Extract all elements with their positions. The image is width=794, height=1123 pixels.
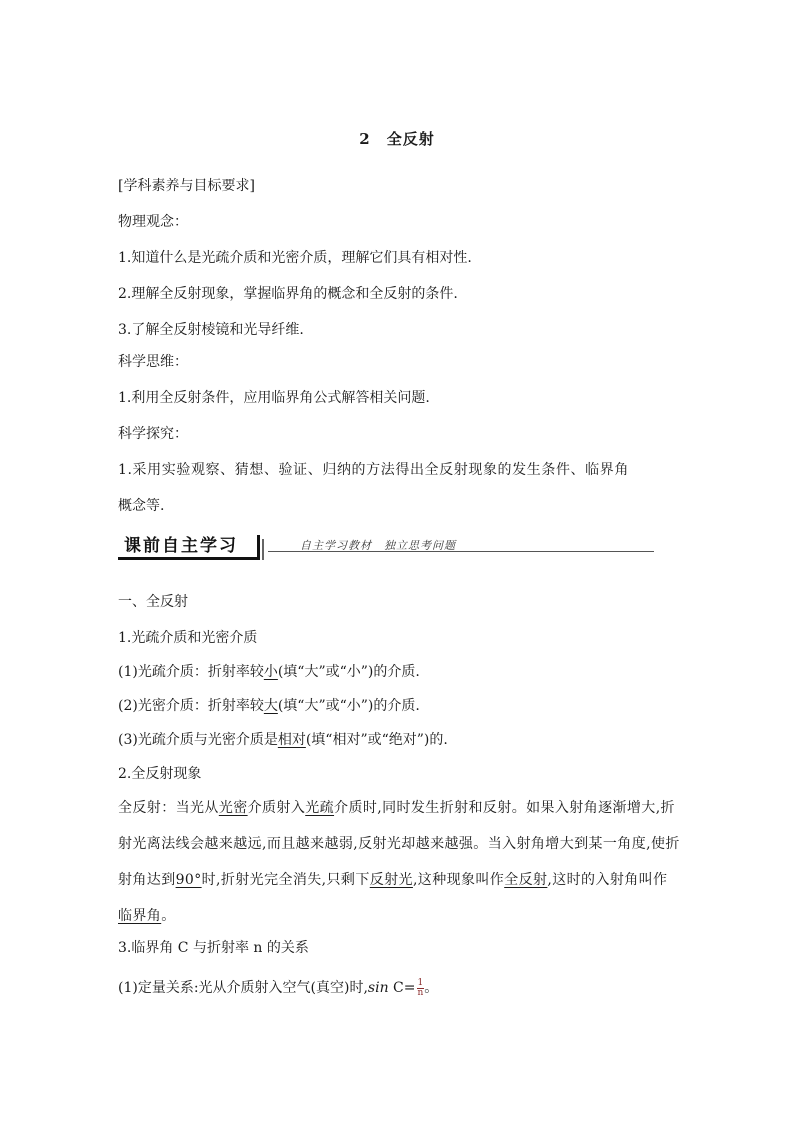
answer-blank: 光密 xyxy=(218,800,248,816)
answer-blank: 大 xyxy=(263,698,278,714)
formula-text: (1)定量关系:光从介质射入空气(真空)时, xyxy=(118,980,368,996)
answer-blank: 临界角 xyxy=(118,908,162,924)
inquiry-item-line-2: 概念等. xyxy=(118,498,165,514)
formula-end: 。 xyxy=(424,980,439,996)
para-text: 介质射入 xyxy=(247,800,306,816)
banner-subtitle: 自主学习教材 独立思考问题 xyxy=(300,539,456,552)
fraction-numerator: 1 xyxy=(417,977,424,988)
answer-blank: 90° xyxy=(175,872,202,888)
para-text: 时,折射光完全消失,只剩下 xyxy=(201,872,370,888)
subheading-critical-angle: 3.临界角 C 与折射率 n 的关系 xyxy=(118,940,309,956)
subheading-phenomenon: 2.全反射现象 xyxy=(118,766,202,782)
answer-blank: 反射光 xyxy=(369,872,413,888)
total-reflection-paragraph xyxy=(118,790,680,934)
answer-blank: 全反射 xyxy=(504,872,548,888)
item-text: (2)光密介质：折射率较 xyxy=(118,698,264,714)
para-text: 。 xyxy=(161,908,176,924)
para-text: ,这时的入射角叫作 xyxy=(547,872,668,888)
para-text: 介质时,同时发生折射和反射。如果入射角逐渐增大,折射光离法线会越来越远,而且越来越弱,反射光却越来越强。当入射角增大到某一角度,使折射角达到 xyxy=(118,800,680,888)
item-text: (3)光疏介质与光密介质是 xyxy=(118,732,278,748)
item-text: (填“大”或“小”)的介质. xyxy=(277,698,420,714)
item-relative xyxy=(118,730,448,750)
banner-divider-thin xyxy=(262,539,264,560)
answer-blank: 小 xyxy=(263,664,278,680)
science-inquiry-label: 科学探究： xyxy=(118,426,188,442)
physics-item-2: 2.理解全反射现象，掌握临界角的概念和全反射的条件. xyxy=(118,286,458,302)
subheading-media: 1.光疏介质和光密介质 xyxy=(118,630,258,646)
formula-line xyxy=(118,978,438,998)
section-banner xyxy=(118,535,654,557)
item-optically-denser xyxy=(118,696,420,716)
formula-c: C= xyxy=(388,980,416,996)
banner-title: 课前自主学习 xyxy=(118,535,258,560)
item-text: (填“相对”或“绝对”)的. xyxy=(305,732,448,748)
science-thinking-label: 科学思维： xyxy=(118,354,188,370)
section-heading: 一、全反射 xyxy=(118,594,188,610)
para-text: ,这种现象叫作 xyxy=(412,872,505,888)
para-text: 全反射：当光从 xyxy=(118,800,219,816)
answer-blank: 相对 xyxy=(277,732,306,748)
formula-sin: sin xyxy=(367,980,389,996)
fraction-denominator: n xyxy=(417,987,424,998)
item-text: (1)光疏介质：折射率较 xyxy=(118,664,264,680)
physics-item-3: 3.了解全反射棱镜和光导纤维. xyxy=(118,322,304,338)
item-optically-thinner xyxy=(118,662,420,682)
item-text: (填“大”或“小”)的介质. xyxy=(277,664,420,680)
answer-blank: 光疏 xyxy=(305,800,335,816)
banner-divider xyxy=(257,535,260,560)
physics-concept-label: 物理观念： xyxy=(118,214,188,230)
page-title: 2 全反射 xyxy=(359,130,435,148)
objectives-heading: [学科素养与目标要求] xyxy=(118,178,255,194)
thinking-item-1: 1.利用全反射条件，应用临界角公式解答相关问题. xyxy=(118,390,430,406)
inquiry-item-line-1: 1.采用实验观察、猜想、验证、归纳的方法得出全反射现象的发生条件、临界角 xyxy=(118,462,629,478)
physics-item-1: 1.知道什么是光疏介质和光密介质，理解它们具有相对性. xyxy=(118,250,472,266)
